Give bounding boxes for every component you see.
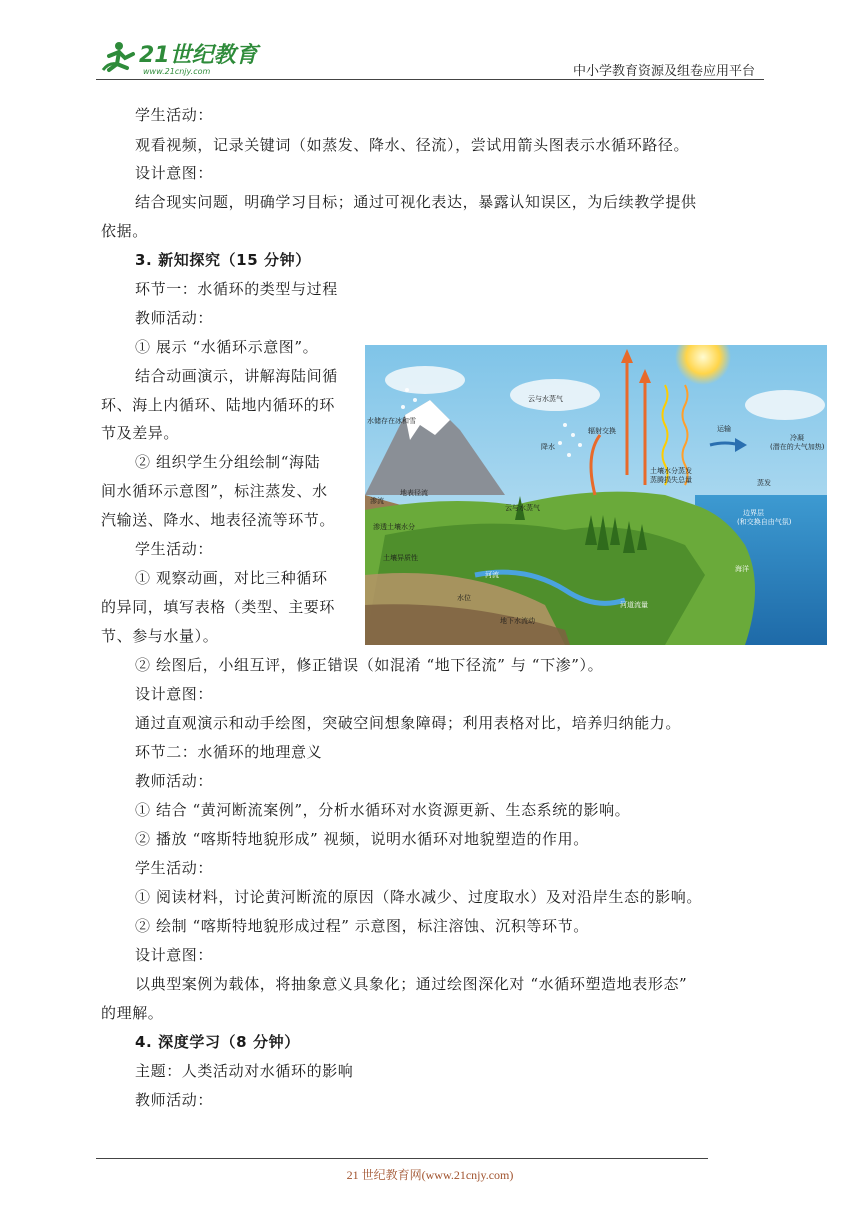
text-line: 观看视频，记录关键词（如蒸发、降水、径流），尝试用箭头图表示水循环路径。 (135, 136, 690, 154)
label-groundwater: 地下水流动 (500, 617, 535, 625)
text-line: 节、参与水量）。 (101, 627, 219, 645)
text-line: ① 结合 “黄河断流案例”，分析水循环对水资源更新、生态系统的影响。 (135, 801, 631, 819)
text-line: 学生活动： (135, 106, 214, 124)
text-line: 结合动画演示，讲解海陆间循 (135, 367, 338, 385)
text-line: 通过直观演示和动手绘图，突破空间想象障碍；利用表格对比，培养归纳能力。 (135, 714, 682, 732)
footer-link[interactable]: 21 世纪教育网(www.21cnjy.com) (346, 1168, 514, 1182)
text-line: 学生活动： (135, 540, 214, 558)
text-line: 的理解。 (101, 1004, 164, 1022)
label-cloud-2: 云与水蒸气 (505, 504, 540, 512)
text-line: 汽输送、降水、地表径流等环节。 (101, 511, 336, 529)
text-line: ① 展示 “水循环示意图”。 (135, 338, 319, 356)
label-cloud: 云与水蒸气 (528, 395, 563, 403)
text-line: 节及差异。 (101, 424, 180, 442)
label-infiltration: 渗流 (370, 497, 384, 505)
text-line: 主题：人类活动对水循环的影响 (135, 1062, 354, 1080)
text-line: 学生活动： (135, 859, 214, 877)
logo-text: 21世纪教育 (139, 43, 258, 68)
text-line: 环节二：水循环的地理意义 (135, 743, 323, 761)
section-heading: 4. 深度学习（8 分钟） (135, 1033, 300, 1051)
text-line: 的异同，填写表格（类型、主要环 (101, 598, 336, 616)
text-line: 间水循环示意图”，标注蒸发、水 (101, 482, 328, 500)
label-condense-note: (潜在的大气加热) (770, 443, 825, 451)
label-river-flow: 河道流量 (620, 601, 648, 609)
text-line: 环节一：水循环的类型与过程 (135, 280, 338, 298)
label-surface-runoff: 地表径流 (400, 489, 428, 497)
label-boundary-note: (和交换自由气氛) (737, 518, 792, 526)
label-ice: 水储存在冰和雪 (367, 417, 416, 425)
text-line: 设计意图： (135, 946, 214, 964)
label-soil-heterogeneity: 土壤异质性 (383, 554, 418, 562)
label-river: 河流 (485, 571, 499, 579)
label-boundary: 边界层 (743, 509, 764, 517)
label-water-table: 水位 (457, 594, 471, 602)
text-line: 教师活动： (135, 1091, 214, 1109)
label-ocean: 海洋 (735, 565, 749, 573)
text-line: ① 观察动画，对比三种循环 (135, 569, 328, 587)
text-line: 设计意图： (135, 164, 214, 182)
header-divider (96, 79, 764, 80)
text-line: 教师活动： (135, 772, 214, 790)
header-tagline: 中小学教育资源及组卷应用平台 (572, 64, 755, 79)
site-logo[interactable] (95, 34, 270, 80)
text-line: 以典型案例为载体，将抽象意义具象化；通过绘图深化对 “水循环塑造地表形态” (135, 975, 688, 993)
text-line: 依据。 (101, 222, 148, 240)
label-precip: 降水 (541, 443, 555, 451)
label-soil-moisture: 渗透土壤水分 (373, 523, 415, 531)
footer-divider (96, 1158, 708, 1159)
label-evaporation: 蒸发 (757, 479, 771, 487)
text-line: 环、海上内循环、陆地内循环的环 (101, 396, 336, 414)
label-transport: 运输 (717, 425, 731, 433)
section-heading: 3. 新知探究（15 分钟） (135, 251, 311, 269)
text-line: 教师活动： (135, 309, 214, 327)
text-line: ② 播放 “喀斯特地貌形成” 视频，说明水循环对地貌塑造的作用。 (135, 830, 589, 848)
text-line: 设计意图： (135, 685, 214, 703)
label-soil-evap: 土壤水分蒸发 (650, 467, 692, 475)
label-condense: 冷凝 (790, 434, 804, 442)
logo-url: www.21cnjy.com (143, 67, 211, 76)
text-line: ② 绘制 “喀斯特地貌形成过程” 示意图，标注溶蚀、沉积等环节。 (135, 917, 589, 935)
water-cycle-diagram (365, 345, 827, 645)
label-transpiration: 蒸腾损失总量 (650, 476, 692, 484)
text-line: 结合现实问题，明确学习目标；通过可视化表达，暴露认知误区，为后续教学提供 (135, 193, 697, 211)
text-line: ② 组织学生分组绘制“海陆 (135, 453, 321, 471)
text-line: ① 阅读材料，讨论黄河断流的原因（降水减少、过度取水）及对沿岸生态的影响。 (135, 888, 702, 906)
text-line: ② 绘图后，小组互评，修正错误（如混淆 “地下径流” 与 “下渗”）。 (135, 656, 604, 674)
label-radiation: 辐射交换 (588, 427, 616, 435)
